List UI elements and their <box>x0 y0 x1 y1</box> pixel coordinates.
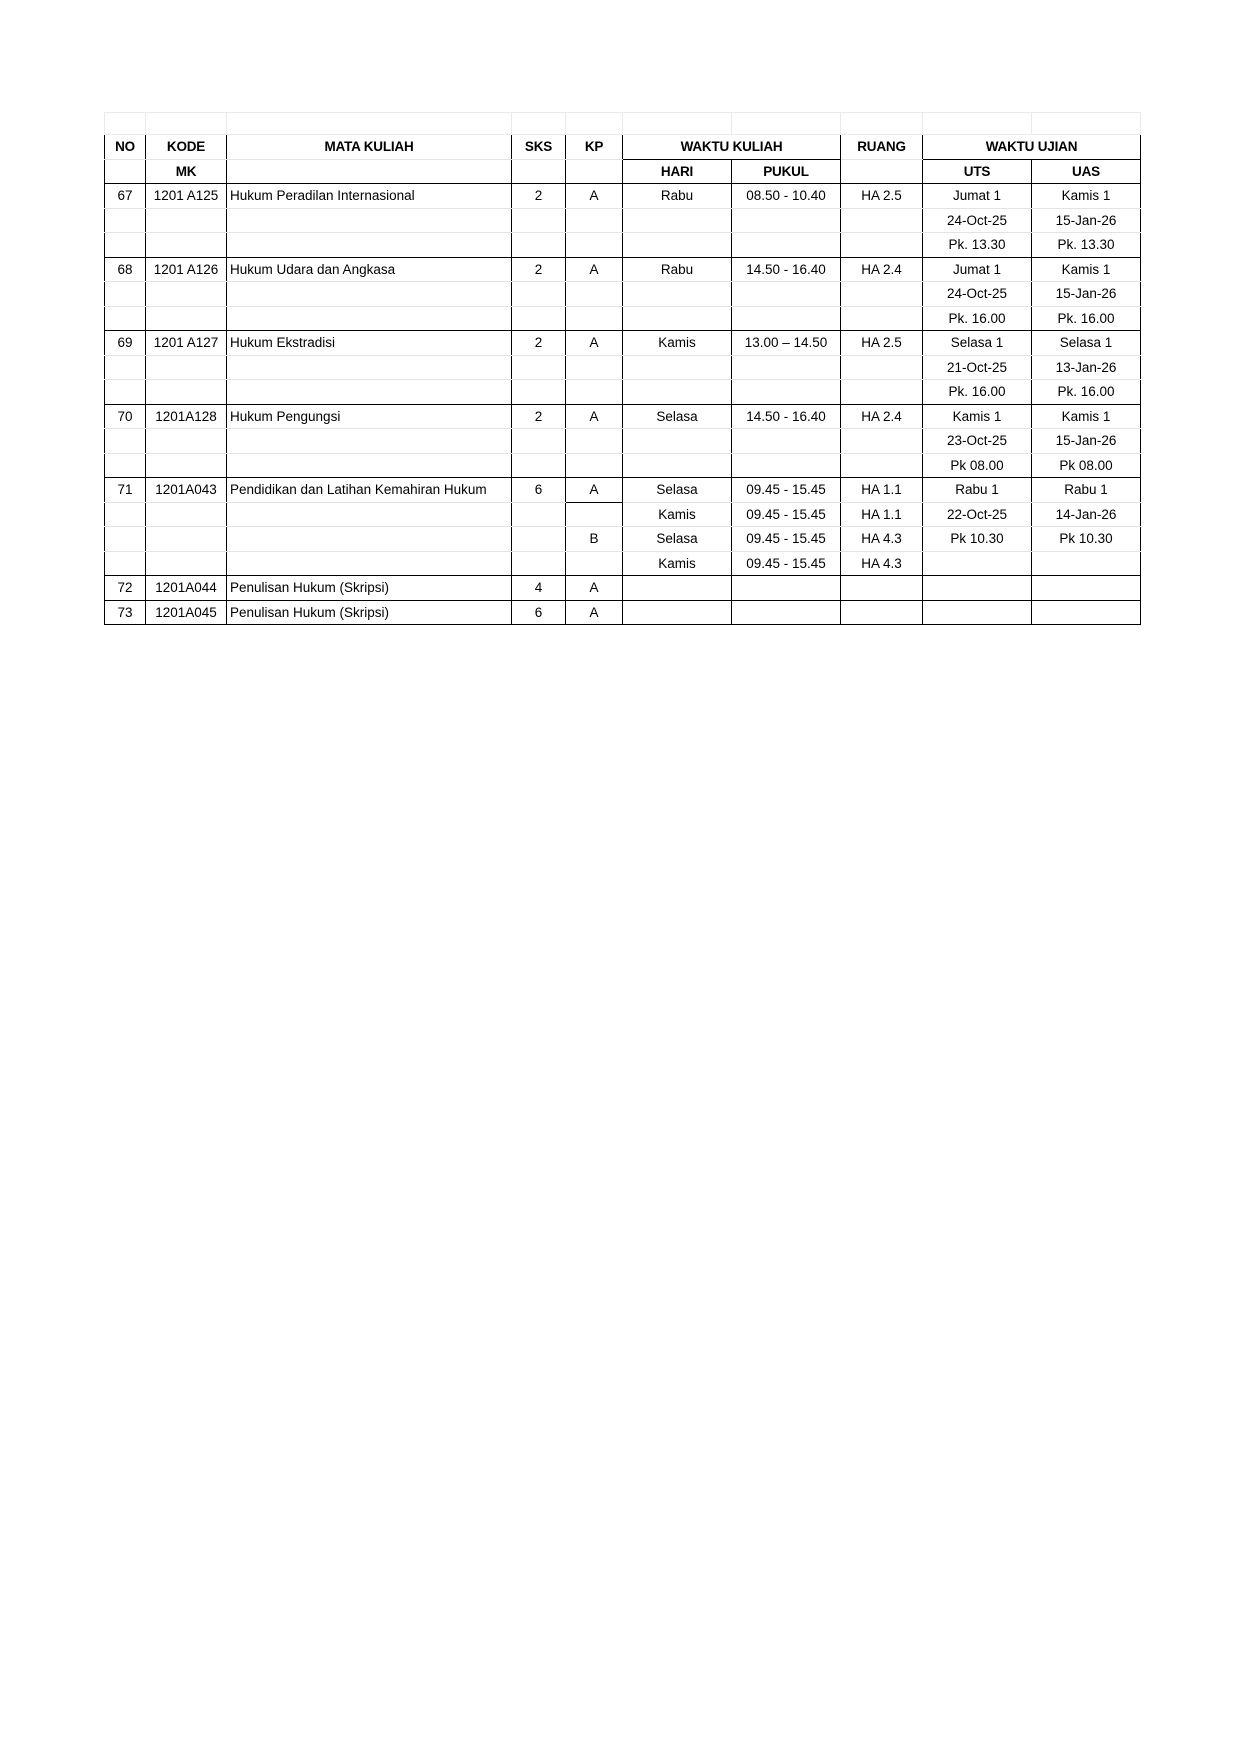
cell-hari <box>623 600 732 625</box>
cell-kode: 1201A128 <box>146 404 227 429</box>
cell-no <box>105 380 146 405</box>
table-row <box>105 257 1141 282</box>
cell-uas <box>1032 576 1141 601</box>
cell-pukul: 09.45 - 15.45 <box>732 478 841 503</box>
header-uas: UAS <box>1032 159 1141 184</box>
cell-pukul: 09.45 - 15.45 <box>732 527 841 552</box>
cell-no <box>105 551 146 576</box>
cell-no <box>105 453 146 478</box>
cell-sks: 2 <box>512 331 566 356</box>
header-row-2 <box>105 159 1141 184</box>
cell-uas: 15-Jan-26 <box>1032 208 1141 233</box>
cell-pukul <box>732 453 841 478</box>
cell-kode <box>146 527 227 552</box>
cell-ruang <box>841 306 923 331</box>
header-no-cont <box>105 159 146 184</box>
cell-uas: Pk. 16.00 <box>1032 306 1141 331</box>
cell-ruang: HA 2.4 <box>841 257 923 282</box>
table-row <box>105 429 1141 454</box>
cell-kode <box>146 453 227 478</box>
cell-uts: 24-Oct-25 <box>923 282 1032 307</box>
cell-sks <box>512 453 566 478</box>
cell-uas: Rabu 1 <box>1032 478 1141 503</box>
cell-uts: Pk 08.00 <box>923 453 1032 478</box>
cell-kp: A <box>566 257 623 282</box>
cell-no <box>105 233 146 258</box>
cell-uts <box>923 576 1032 601</box>
cell-hari: Selasa <box>623 527 732 552</box>
cell-ruang: HA 1.1 <box>841 502 923 527</box>
cell-kp <box>566 453 623 478</box>
cell-sks <box>512 355 566 380</box>
cell-pukul <box>732 306 841 331</box>
cell-uts: 23-Oct-25 <box>923 429 1032 454</box>
cell-hari: Kamis <box>623 551 732 576</box>
header-ruang-cont <box>841 159 923 184</box>
cell-ruang: HA 2.4 <box>841 404 923 429</box>
cell-mata-kuliah <box>227 453 512 478</box>
cell-hari <box>623 380 732 405</box>
cell-hari: Kamis <box>623 331 732 356</box>
table-row <box>105 600 1141 625</box>
table-row <box>105 331 1141 356</box>
cell-sks: 6 <box>512 478 566 503</box>
cell-ruang <box>841 282 923 307</box>
cell-ruang <box>841 576 923 601</box>
cell-kp <box>566 551 623 576</box>
cell-pukul <box>732 600 841 625</box>
cell-no <box>105 355 146 380</box>
header-uts: UTS <box>923 159 1032 184</box>
cell-kp <box>566 208 623 233</box>
cell-uas: Pk. 13.30 <box>1032 233 1141 258</box>
cell-no: 67 <box>105 184 146 209</box>
cell-mata-kuliah <box>227 502 512 527</box>
cell-kp: A <box>566 478 623 503</box>
header-waktu-kuliah: WAKTU KULIAH <box>623 135 841 160</box>
cell-uts: Pk. 16.00 <box>923 380 1032 405</box>
cell-hari <box>623 355 732 380</box>
cell-uts: Jumat 1 <box>923 184 1032 209</box>
cell-sks <box>512 306 566 331</box>
header-kp: KP <box>566 135 623 160</box>
cell-uas <box>1032 551 1141 576</box>
header-waktu-ujian: WAKTU UJIAN <box>923 135 1141 160</box>
cell-mata-kuliah: Penulisan Hukum (Skripsi) <box>227 576 512 601</box>
cell-kode: 1201A043 <box>146 478 227 503</box>
cell-no <box>105 282 146 307</box>
table-row <box>105 404 1141 429</box>
cell-pukul <box>732 380 841 405</box>
cell-hari <box>623 233 732 258</box>
cell-no: 72 <box>105 576 146 601</box>
cell-mata-kuliah <box>227 208 512 233</box>
cell-uts: Rabu 1 <box>923 478 1032 503</box>
cell-uts: 21-Oct-25 <box>923 355 1032 380</box>
cell-uts <box>923 551 1032 576</box>
cell-sks <box>512 527 566 552</box>
header-sks-cont <box>512 159 566 184</box>
cell-kp: A <box>566 184 623 209</box>
table-row <box>105 184 1141 209</box>
cell-kode <box>146 502 227 527</box>
cell-kode <box>146 429 227 454</box>
header-row-1 <box>105 135 1141 160</box>
cell-hari <box>623 453 732 478</box>
cell-hari: Kamis <box>623 502 732 527</box>
cell-ruang <box>841 600 923 625</box>
cell-kp <box>566 233 623 258</box>
header-hari: HARI <box>623 159 732 184</box>
cell-pukul <box>732 282 841 307</box>
cell-sks <box>512 208 566 233</box>
cell-kp <box>566 429 623 454</box>
cell-kp <box>566 282 623 307</box>
cell-uts: Kamis 1 <box>923 404 1032 429</box>
cell-mata-kuliah: Hukum Ekstradisi <box>227 331 512 356</box>
cell-sks: 4 <box>512 576 566 601</box>
cell-kode: 1201A045 <box>146 600 227 625</box>
header-mata-kuliah: MATA KULIAH <box>227 135 512 160</box>
cell-kode: 1201 A127 <box>146 331 227 356</box>
cell-no: 70 <box>105 404 146 429</box>
cell-mata-kuliah <box>227 233 512 258</box>
cell-no: 71 <box>105 478 146 503</box>
cell-kp <box>566 355 623 380</box>
cell-hari <box>623 429 732 454</box>
cell-sks: 2 <box>512 184 566 209</box>
cell-kp: A <box>566 576 623 601</box>
table-row <box>105 502 1141 527</box>
table-row <box>105 355 1141 380</box>
cell-mata-kuliah: Pendidikan dan Latihan Kemahiran Hukum <box>227 478 512 503</box>
cell-kp <box>566 380 623 405</box>
cell-kode: 1201 A125 <box>146 184 227 209</box>
cell-ruang <box>841 453 923 478</box>
cell-pukul <box>732 355 841 380</box>
cell-uts: Jumat 1 <box>923 257 1032 282</box>
cell-kp: A <box>566 404 623 429</box>
cell-sks <box>512 551 566 576</box>
cell-pukul <box>732 429 841 454</box>
cell-sks <box>512 429 566 454</box>
cell-uas: Kamis 1 <box>1032 404 1141 429</box>
cell-kode <box>146 282 227 307</box>
cell-ruang: HA 2.5 <box>841 184 923 209</box>
cell-ruang: HA 4.3 <box>841 527 923 552</box>
cell-uas: Selasa 1 <box>1032 331 1141 356</box>
cell-mata-kuliah <box>227 380 512 405</box>
table-row <box>105 282 1141 307</box>
cell-ruang: HA 4.3 <box>841 551 923 576</box>
cell-kp <box>566 306 623 331</box>
cell-uas: Pk 08.00 <box>1032 453 1141 478</box>
cell-hari: Selasa <box>623 404 732 429</box>
schedule-table <box>104 112 1141 625</box>
cell-hari <box>623 576 732 601</box>
cell-mata-kuliah: Hukum Pengungsi <box>227 404 512 429</box>
table-row <box>105 527 1141 552</box>
cell-ruang <box>841 380 923 405</box>
cell-pukul: 09.45 - 15.45 <box>732 502 841 527</box>
cell-pukul: 13.00 – 14.50 <box>732 331 841 356</box>
cell-uts: Selasa 1 <box>923 331 1032 356</box>
cell-mata-kuliah: Hukum Peradilan Internasional <box>227 184 512 209</box>
cell-kp: A <box>566 600 623 625</box>
cell-kode <box>146 208 227 233</box>
cell-kp: A <box>566 331 623 356</box>
cell-pukul <box>732 208 841 233</box>
header-pukul: PUKUL <box>732 159 841 184</box>
cell-pukul: 09.45 - 15.45 <box>732 551 841 576</box>
cell-uas: Pk 10.30 <box>1032 527 1141 552</box>
cell-uts: Pk 10.30 <box>923 527 1032 552</box>
table-row <box>105 478 1141 503</box>
cell-pukul: 14.50 - 16.40 <box>732 404 841 429</box>
cell-ruang <box>841 355 923 380</box>
cell-kode <box>146 551 227 576</box>
cell-no <box>105 502 146 527</box>
cell-mata-kuliah: Hukum Udara dan Angkasa <box>227 257 512 282</box>
cell-no <box>105 306 146 331</box>
cell-hari: Selasa <box>623 478 732 503</box>
cell-uas: Kamis 1 <box>1032 184 1141 209</box>
header-no: NO <box>105 135 146 160</box>
cell-kode <box>146 380 227 405</box>
cell-ruang <box>841 429 923 454</box>
table-row <box>105 208 1141 233</box>
cell-ruang: HA 2.5 <box>841 331 923 356</box>
cell-uts: Pk. 13.30 <box>923 233 1032 258</box>
cell-no <box>105 527 146 552</box>
header-mata-kuliah-cont <box>227 159 512 184</box>
cell-sks <box>512 233 566 258</box>
cell-sks: 2 <box>512 404 566 429</box>
cell-kode: 1201 A126 <box>146 257 227 282</box>
table-row <box>105 233 1141 258</box>
cell-no <box>105 429 146 454</box>
header-kp-cont <box>566 159 623 184</box>
cell-pukul: 14.50 - 16.40 <box>732 257 841 282</box>
cell-mata-kuliah <box>227 282 512 307</box>
cell-uas: 15-Jan-26 <box>1032 429 1141 454</box>
cell-kode: 1201A044 <box>146 576 227 601</box>
cell-uas: Pk. 16.00 <box>1032 380 1141 405</box>
cell-uas: 15-Jan-26 <box>1032 282 1141 307</box>
cell-hari <box>623 282 732 307</box>
cell-uas: Kamis 1 <box>1032 257 1141 282</box>
cell-mata-kuliah: Penulisan Hukum (Skripsi) <box>227 600 512 625</box>
cell-no: 73 <box>105 600 146 625</box>
cell-hari <box>623 208 732 233</box>
table-row <box>105 453 1141 478</box>
cell-uas: 13-Jan-26 <box>1032 355 1141 380</box>
cell-sks: 6 <box>512 600 566 625</box>
cell-mata-kuliah <box>227 527 512 552</box>
cell-mata-kuliah <box>227 429 512 454</box>
cell-hari <box>623 306 732 331</box>
cell-uas: 14-Jan-26 <box>1032 502 1141 527</box>
cell-no <box>105 208 146 233</box>
cell-sks: 2 <box>512 257 566 282</box>
cell-uts <box>923 600 1032 625</box>
cell-sks <box>512 502 566 527</box>
cell-no: 68 <box>105 257 146 282</box>
cell-mata-kuliah <box>227 355 512 380</box>
cell-uts: Pk. 16.00 <box>923 306 1032 331</box>
cell-mata-kuliah <box>227 551 512 576</box>
cell-kode <box>146 233 227 258</box>
header-kode: KODE <box>146 135 227 160</box>
cell-uts: 24-Oct-25 <box>923 208 1032 233</box>
table-row <box>105 576 1141 601</box>
table-row <box>105 551 1141 576</box>
cell-pukul <box>732 576 841 601</box>
cell-ruang <box>841 233 923 258</box>
table-row <box>105 306 1141 331</box>
cell-no: 69 <box>105 331 146 356</box>
cell-kp <box>566 502 623 527</box>
header-ruang: RUANG <box>841 135 923 160</box>
blank-row <box>105 113 1141 135</box>
cell-uas <box>1032 600 1141 625</box>
cell-ruang <box>841 208 923 233</box>
cell-hari: Rabu <box>623 257 732 282</box>
cell-uts: 22-Oct-25 <box>923 502 1032 527</box>
cell-pukul <box>732 233 841 258</box>
table-row <box>105 380 1141 405</box>
cell-mata-kuliah <box>227 306 512 331</box>
cell-kp: B <box>566 527 623 552</box>
cell-kode <box>146 355 227 380</box>
cell-pukul: 08.50 - 10.40 <box>732 184 841 209</box>
cell-hari: Rabu <box>623 184 732 209</box>
header-mk: MK <box>146 159 227 184</box>
cell-sks <box>512 380 566 405</box>
header-sks: SKS <box>512 135 566 160</box>
cell-kode <box>146 306 227 331</box>
cell-ruang: HA 1.1 <box>841 478 923 503</box>
cell-sks <box>512 282 566 307</box>
